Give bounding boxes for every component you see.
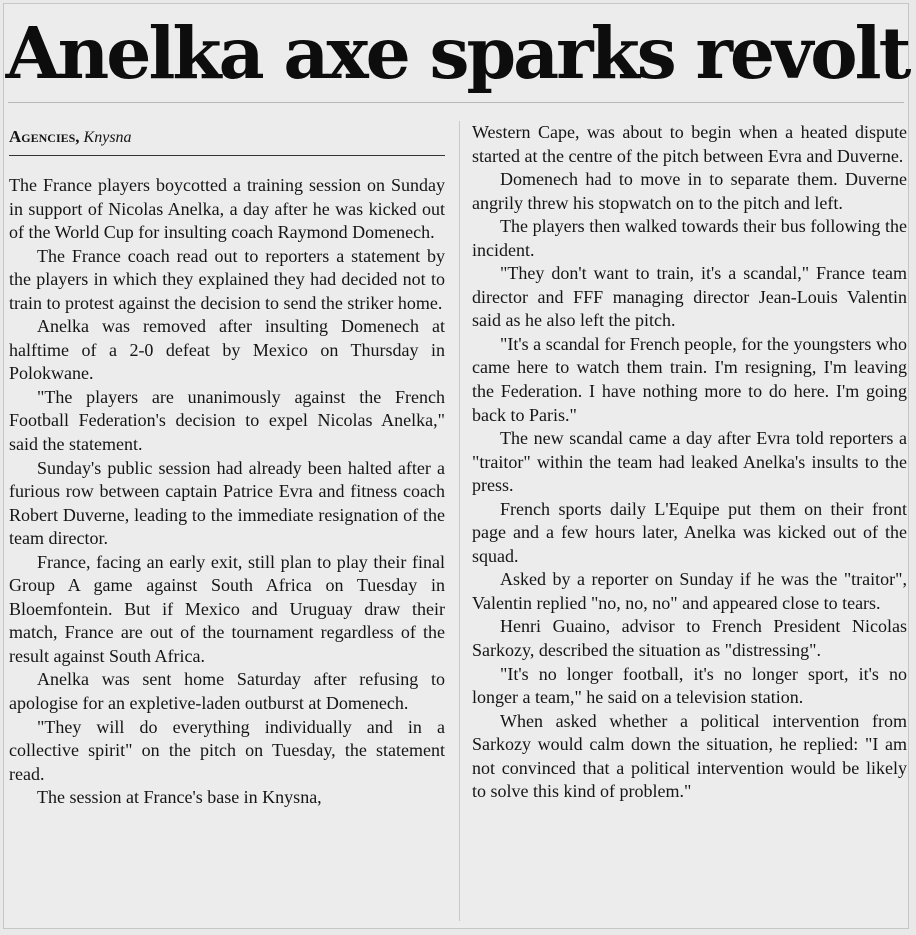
byline: [9, 125, 445, 156]
paragraph: The France players boycotted a training session on Sunday in support of Nicolas Anelka, a day after he was kicked out of the World Cup for insulting coach Raymond Domenech.: [9, 175, 445, 243]
paragraph: The new scandal came a day after Evra told reporters a "traitor" within the team had leaked Anelka's insults to the press.: [472, 428, 907, 496]
paragraph: "It's a scandal for French people, for the youngsters who came here to watch them train. I'm resigning, I'm leaving the Federation. I have nothing more to do here. I'm going back to Paris.": [472, 333, 907, 425]
paragraph: Anelka was sent home Saturday after refusing to apologise for an expletive-laden outburst at Domenech.: [9, 669, 445, 714]
headline: Anelka axe sparks revolt: [5, 11, 909, 95]
paragraph: France, facing an early exit, still plan to play their final Group A game against South Africa on Tuesday in Bloemfontein. But if Mexico and Uruguay draw their match, France are out of the tournament regardless of the result against South Africa.: [9, 551, 445, 666]
newspaper-clipping: [3, 3, 909, 929]
paragraph: The session at France's base in Knysna,: [37, 787, 322, 808]
paragraph: "The players are unanimously against the French Football Federation's decision to expel Nicolas Anelka," said the statement.: [9, 386, 445, 455]
paragraph: Anelka was removed after insulting Domenech at halftime of a 2-0 defeat by Mexico on Thursday in Polokwane.: [9, 316, 445, 384]
paragraph: When asked whether a political intervention from Sarkozy would calm down the situation, he replied: "I am not convinced that a political intervention would be likely to solve this kind of problem.": [472, 710, 907, 802]
paragraph: "It's no longer football, it's no longer sport, it's no longer a team," he said on a television station.: [472, 663, 907, 708]
paragraph: Asked by a reporter on Sunday if he was the "traitor", Valentin replied "no, no, no" and appeared close to tears.: [472, 569, 907, 613]
article-column-right: [472, 121, 907, 804]
paragraph: Domenech had to move in to separate them. Duverne angrily threw his stopwatch on to the pitch and left.: [472, 169, 907, 213]
byline-place: Knysna: [83, 129, 132, 146]
paragraph: "They don't want to train, it's a scandal," France team director and FFF managing director Jean-Louis Valentin said as he also left the pitch.: [472, 263, 907, 331]
column-divider: [459, 121, 460, 921]
paragraph: French sports daily L'Equipe put them on their front page and a few hours later, Anelka was kicked out of the squad.: [472, 498, 907, 566]
paragraph: Sunday's public session had already been halted after a furious row between captain Patrice Evra and fitness coach Robert Duverne, leading to the immediate resignation of the team director.: [9, 457, 445, 549]
paragraph: The players then walked towards their bus following the incident.: [472, 216, 907, 260]
article-column-left: [9, 121, 445, 810]
byline-agency: Agencies,: [9, 127, 80, 146]
headline-rule: [8, 102, 904, 103]
paragraph: "They will do everything individually and in a collective spirit" on the pitch on Tuesday, the statement read.: [9, 716, 445, 784]
paragraph: The France coach read out to reporters a statement by the players in which they explained they had decided not to train to protest against the decision to send the striker home.: [9, 245, 445, 313]
paragraph: Henri Guaino, advisor to French President Nicolas Sarkozy, described the situation as "distressing".: [472, 616, 907, 661]
paragraph: Western Cape, was about to begin when a heated dispute started at the centre of the pitch between Evra and Duverne.: [472, 122, 907, 166]
